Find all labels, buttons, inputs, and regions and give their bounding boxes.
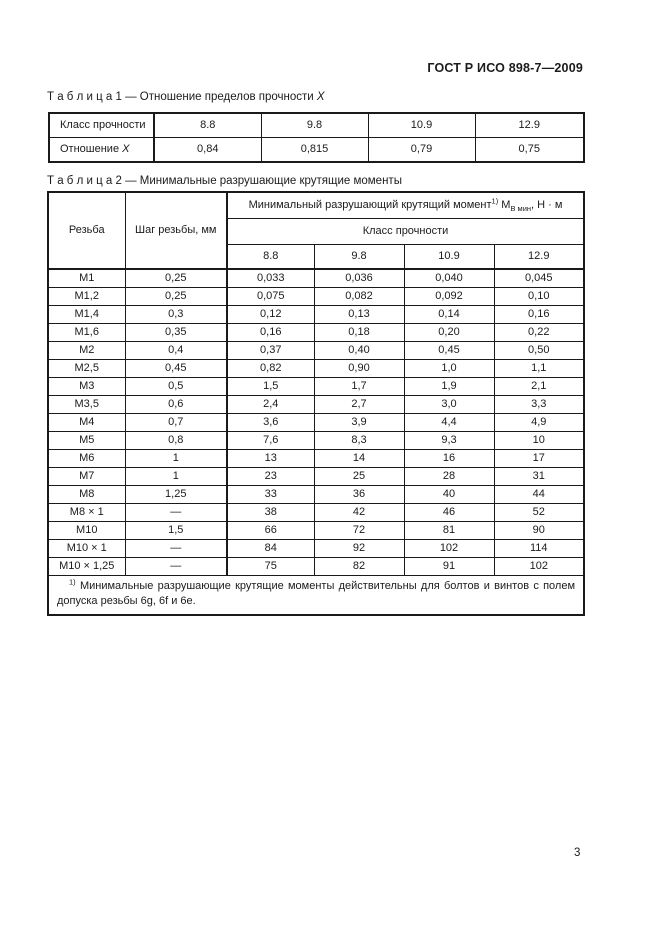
table2-value-cell: 0,35 (125, 324, 227, 342)
table2-thread-cell: М2 (48, 342, 125, 360)
table1-cell: 10.9 (368, 113, 475, 138)
table1-cell: 8.8 (154, 113, 261, 138)
table2-col1-header: Резьба (48, 192, 125, 269)
table2-value-cell: 0,82 (227, 360, 314, 378)
table2-row (48, 342, 584, 360)
table2-row (48, 288, 584, 306)
table2-thread-cell: М4 (48, 414, 125, 432)
table2-value-cell: 0,20 (404, 324, 494, 342)
table2-row (48, 432, 584, 450)
table2 (47, 191, 585, 616)
table2-value-cell: 0,082 (314, 288, 404, 306)
table2-value-cell: 0,075 (227, 288, 314, 306)
table2-value-cell: 2,1 (494, 378, 584, 396)
table2-value-cell: 102 (494, 558, 584, 576)
table2-title-text: Минимальные разрушающие крутящие моменты (139, 175, 402, 187)
table2-value-cell: 1 (125, 450, 227, 468)
table1-row-label-var: X (122, 142, 130, 155)
table2-value-cell: 114 (494, 540, 584, 558)
moment-header-sup: 1) (491, 195, 499, 205)
table2-value-cell: 72 (314, 522, 404, 540)
table2-thread-cell: М10 × 1,25 (48, 558, 125, 576)
moment-header-tail: , Н · м (531, 198, 563, 211)
table2-value-cell: 0,45 (404, 342, 494, 360)
table2-thread-cell: М1,4 (48, 306, 125, 324)
table2-row (48, 450, 584, 468)
table2-thread-cell: М6 (48, 450, 125, 468)
table2-row (48, 378, 584, 396)
table2-thread-cell: М1 (48, 269, 125, 288)
table2-value-cell: 4,9 (494, 414, 584, 432)
table2-value-cell: 3,0 (404, 396, 494, 414)
t2-body (48, 269, 584, 576)
table1-cell: 0,79 (368, 138, 475, 163)
table2-value-cell: — (125, 540, 227, 558)
table2-value-cell: 0,50 (494, 342, 584, 360)
table2-value-cell: 0,25 (125, 288, 227, 306)
table2-value-cell: 0,37 (227, 342, 314, 360)
table2-value-cell: 36 (314, 486, 404, 504)
table2-thread-cell: М8 × 1 (48, 504, 125, 522)
table2-value-cell: 1,25 (125, 486, 227, 504)
table1-row-label-text: Отношение (60, 142, 120, 155)
table2-value-cell: 82 (314, 558, 404, 576)
table1-label: Т а б л и ц а 1 (47, 91, 122, 103)
table2-thread-cell: М3 (48, 378, 125, 396)
table2-value-cell: 0,6 (125, 396, 227, 414)
table2-row (48, 558, 584, 576)
table1-cell: 12.9 (475, 113, 584, 138)
table2-row (48, 486, 584, 504)
table2-value-cell: 1,7 (314, 378, 404, 396)
table2-value-cell: 0,10 (494, 288, 584, 306)
table2-class-col: 8.8 (227, 245, 314, 270)
table2-value-cell: 4,4 (404, 414, 494, 432)
table2-value-cell: 44 (494, 486, 584, 504)
table2-value-cell: 0,7 (125, 414, 227, 432)
table2-value-cell: 0,25 (125, 269, 227, 288)
footnote-sup: 1) (69, 577, 76, 587)
standard-designation: ГОСТ Р ИСО 898-7—2009 (427, 61, 583, 75)
table2-row (48, 522, 584, 540)
table2-value-cell: 0,12 (227, 306, 314, 324)
table2-class-col: 12.9 (494, 245, 584, 270)
table2-value-cell: 46 (404, 504, 494, 522)
table2-value-cell: 3,6 (227, 414, 314, 432)
table2-value-cell: 0,040 (404, 269, 494, 288)
table2-thread-cell: М10 × 1 (48, 540, 125, 558)
table2-value-cell: 28 (404, 468, 494, 486)
table2-value-cell: 25 (314, 468, 404, 486)
table2-value-cell: 1 (125, 468, 227, 486)
table2-value-cell: 0,092 (404, 288, 494, 306)
table1-title-text: Отношение пределов прочности (139, 91, 314, 103)
table2-value-cell: 10 (494, 432, 584, 450)
table2-value-cell: 90 (494, 522, 584, 540)
table2-value-cell: 0,18 (314, 324, 404, 342)
table2-value-cell: 75 (227, 558, 314, 576)
table2-value-cell: 0,16 (494, 306, 584, 324)
table2-col2-header: Шаг резьбы, мм (125, 192, 227, 269)
table2-value-cell: 0,16 (227, 324, 314, 342)
table2-value-cell: — (125, 504, 227, 522)
table2-value-cell: 1,5 (227, 378, 314, 396)
table2-value-cell: 0,45 (125, 360, 227, 378)
table2-value-cell: 0,045 (494, 269, 584, 288)
table2-value-cell: 33 (227, 486, 314, 504)
table2-thread-cell: М7 (48, 468, 125, 486)
table1-cell: 0,84 (154, 138, 261, 163)
table1-title-dash: — (125, 91, 137, 103)
table1-cell: 0,815 (261, 138, 368, 163)
table2-value-cell: 9,3 (404, 432, 494, 450)
table2-thread-cell: М5 (48, 432, 125, 450)
table2-row (48, 306, 584, 324)
table2-value-cell: 23 (227, 468, 314, 486)
table2-thread-cell: М8 (48, 486, 125, 504)
table2-footnote-row (48, 576, 584, 615)
table2-footnote (48, 576, 584, 615)
table2-class-col: 9.8 (314, 245, 404, 270)
table2-value-cell: 81 (404, 522, 494, 540)
table2-class-header: Класс прочности (227, 219, 584, 245)
table2-header (48, 192, 584, 269)
table2-value-cell: 0,90 (314, 360, 404, 378)
table2-row (48, 540, 584, 558)
table2-value-cell: 1,0 (404, 360, 494, 378)
table2-value-cell: — (125, 558, 227, 576)
table2-value-cell: 3,9 (314, 414, 404, 432)
table1 (48, 112, 585, 163)
table2-value-cell: 2,4 (227, 396, 314, 414)
table2-value-cell: 14 (314, 450, 404, 468)
moment-header-sub: В мин (510, 203, 532, 213)
table1-row-label: Класс прочности (49, 113, 154, 138)
table2-value-cell: 2,7 (314, 396, 404, 414)
table1-cell: 9.8 (261, 113, 368, 138)
table2-value-cell: 40 (404, 486, 494, 504)
table2-row (48, 360, 584, 378)
table2-row (48, 414, 584, 432)
table2-value-cell: 1,9 (404, 378, 494, 396)
table2-value-cell: 7,6 (227, 432, 314, 450)
table2-class-col: 10.9 (404, 245, 494, 270)
table2-header-row1 (48, 192, 584, 219)
table2-title (47, 175, 402, 187)
moment-header-symbol: М (501, 198, 511, 211)
table2-value-cell: 38 (227, 504, 314, 522)
table2-value-cell: 92 (314, 540, 404, 558)
table2-value-cell: 91 (404, 558, 494, 576)
table2-value-cell: 0,5 (125, 378, 227, 396)
table2-value-cell: 31 (494, 468, 584, 486)
footnote-text: Минимальные разрушающие крутящие моменты действительны для болтов и винтов с полем допуска резьбы 6g, 6f и 6е. (57, 580, 576, 607)
table2-title-dash: — (125, 175, 137, 187)
table1-title-var: X (316, 91, 325, 103)
table2-value-cell: 0,14 (404, 306, 494, 324)
table2-row (48, 504, 584, 522)
table1-row-label (49, 138, 154, 163)
table2-value-cell: 0,033 (227, 269, 314, 288)
table2-row (48, 396, 584, 414)
table2-value-cell: 8,3 (314, 432, 404, 450)
table2-thread-cell: М10 (48, 522, 125, 540)
table2-thread-cell: М3,5 (48, 396, 125, 414)
table2-row (48, 468, 584, 486)
table2-thread-cell: М1,6 (48, 324, 125, 342)
table2-value-cell: 0,4 (125, 342, 227, 360)
table2-value-cell: 0,22 (494, 324, 584, 342)
table2-row (48, 269, 584, 288)
table2-value-cell: 84 (227, 540, 314, 558)
table2-value-cell: 0,8 (125, 432, 227, 450)
table1-title (47, 91, 325, 103)
table2-thread-cell: М2,5 (48, 360, 125, 378)
moment-header-text: Минимальный разрушающий крутящий момент (248, 198, 492, 211)
table2-value-cell: 0,40 (314, 342, 404, 360)
table2-moment-header (227, 192, 584, 219)
table2-label: Т а б л и ц а 2 (47, 175, 122, 187)
table2-thread-cell: М1,2 (48, 288, 125, 306)
table2-value-cell: 0,13 (314, 306, 404, 324)
table2-value-cell: 52 (494, 504, 584, 522)
table2-value-cell: 17 (494, 450, 584, 468)
table2-value-cell: 66 (227, 522, 314, 540)
table2-value-cell: 16 (404, 450, 494, 468)
table2-value-cell: 42 (314, 504, 404, 522)
table1-row-class (49, 113, 584, 138)
table2-value-cell: 1,5 (125, 522, 227, 540)
table2-value-cell: 1,1 (494, 360, 584, 378)
table2-value-cell: 13 (227, 450, 314, 468)
table2-value-cell: 0,036 (314, 269, 404, 288)
table2-value-cell: 102 (404, 540, 494, 558)
table1-row-ratio (49, 138, 584, 163)
page-number: 3 (574, 847, 581, 859)
table2-value-cell: 3,3 (494, 396, 584, 414)
table1-cell: 0,75 (475, 138, 584, 163)
table2-value-cell: 0,3 (125, 306, 227, 324)
table2-row (48, 324, 584, 342)
